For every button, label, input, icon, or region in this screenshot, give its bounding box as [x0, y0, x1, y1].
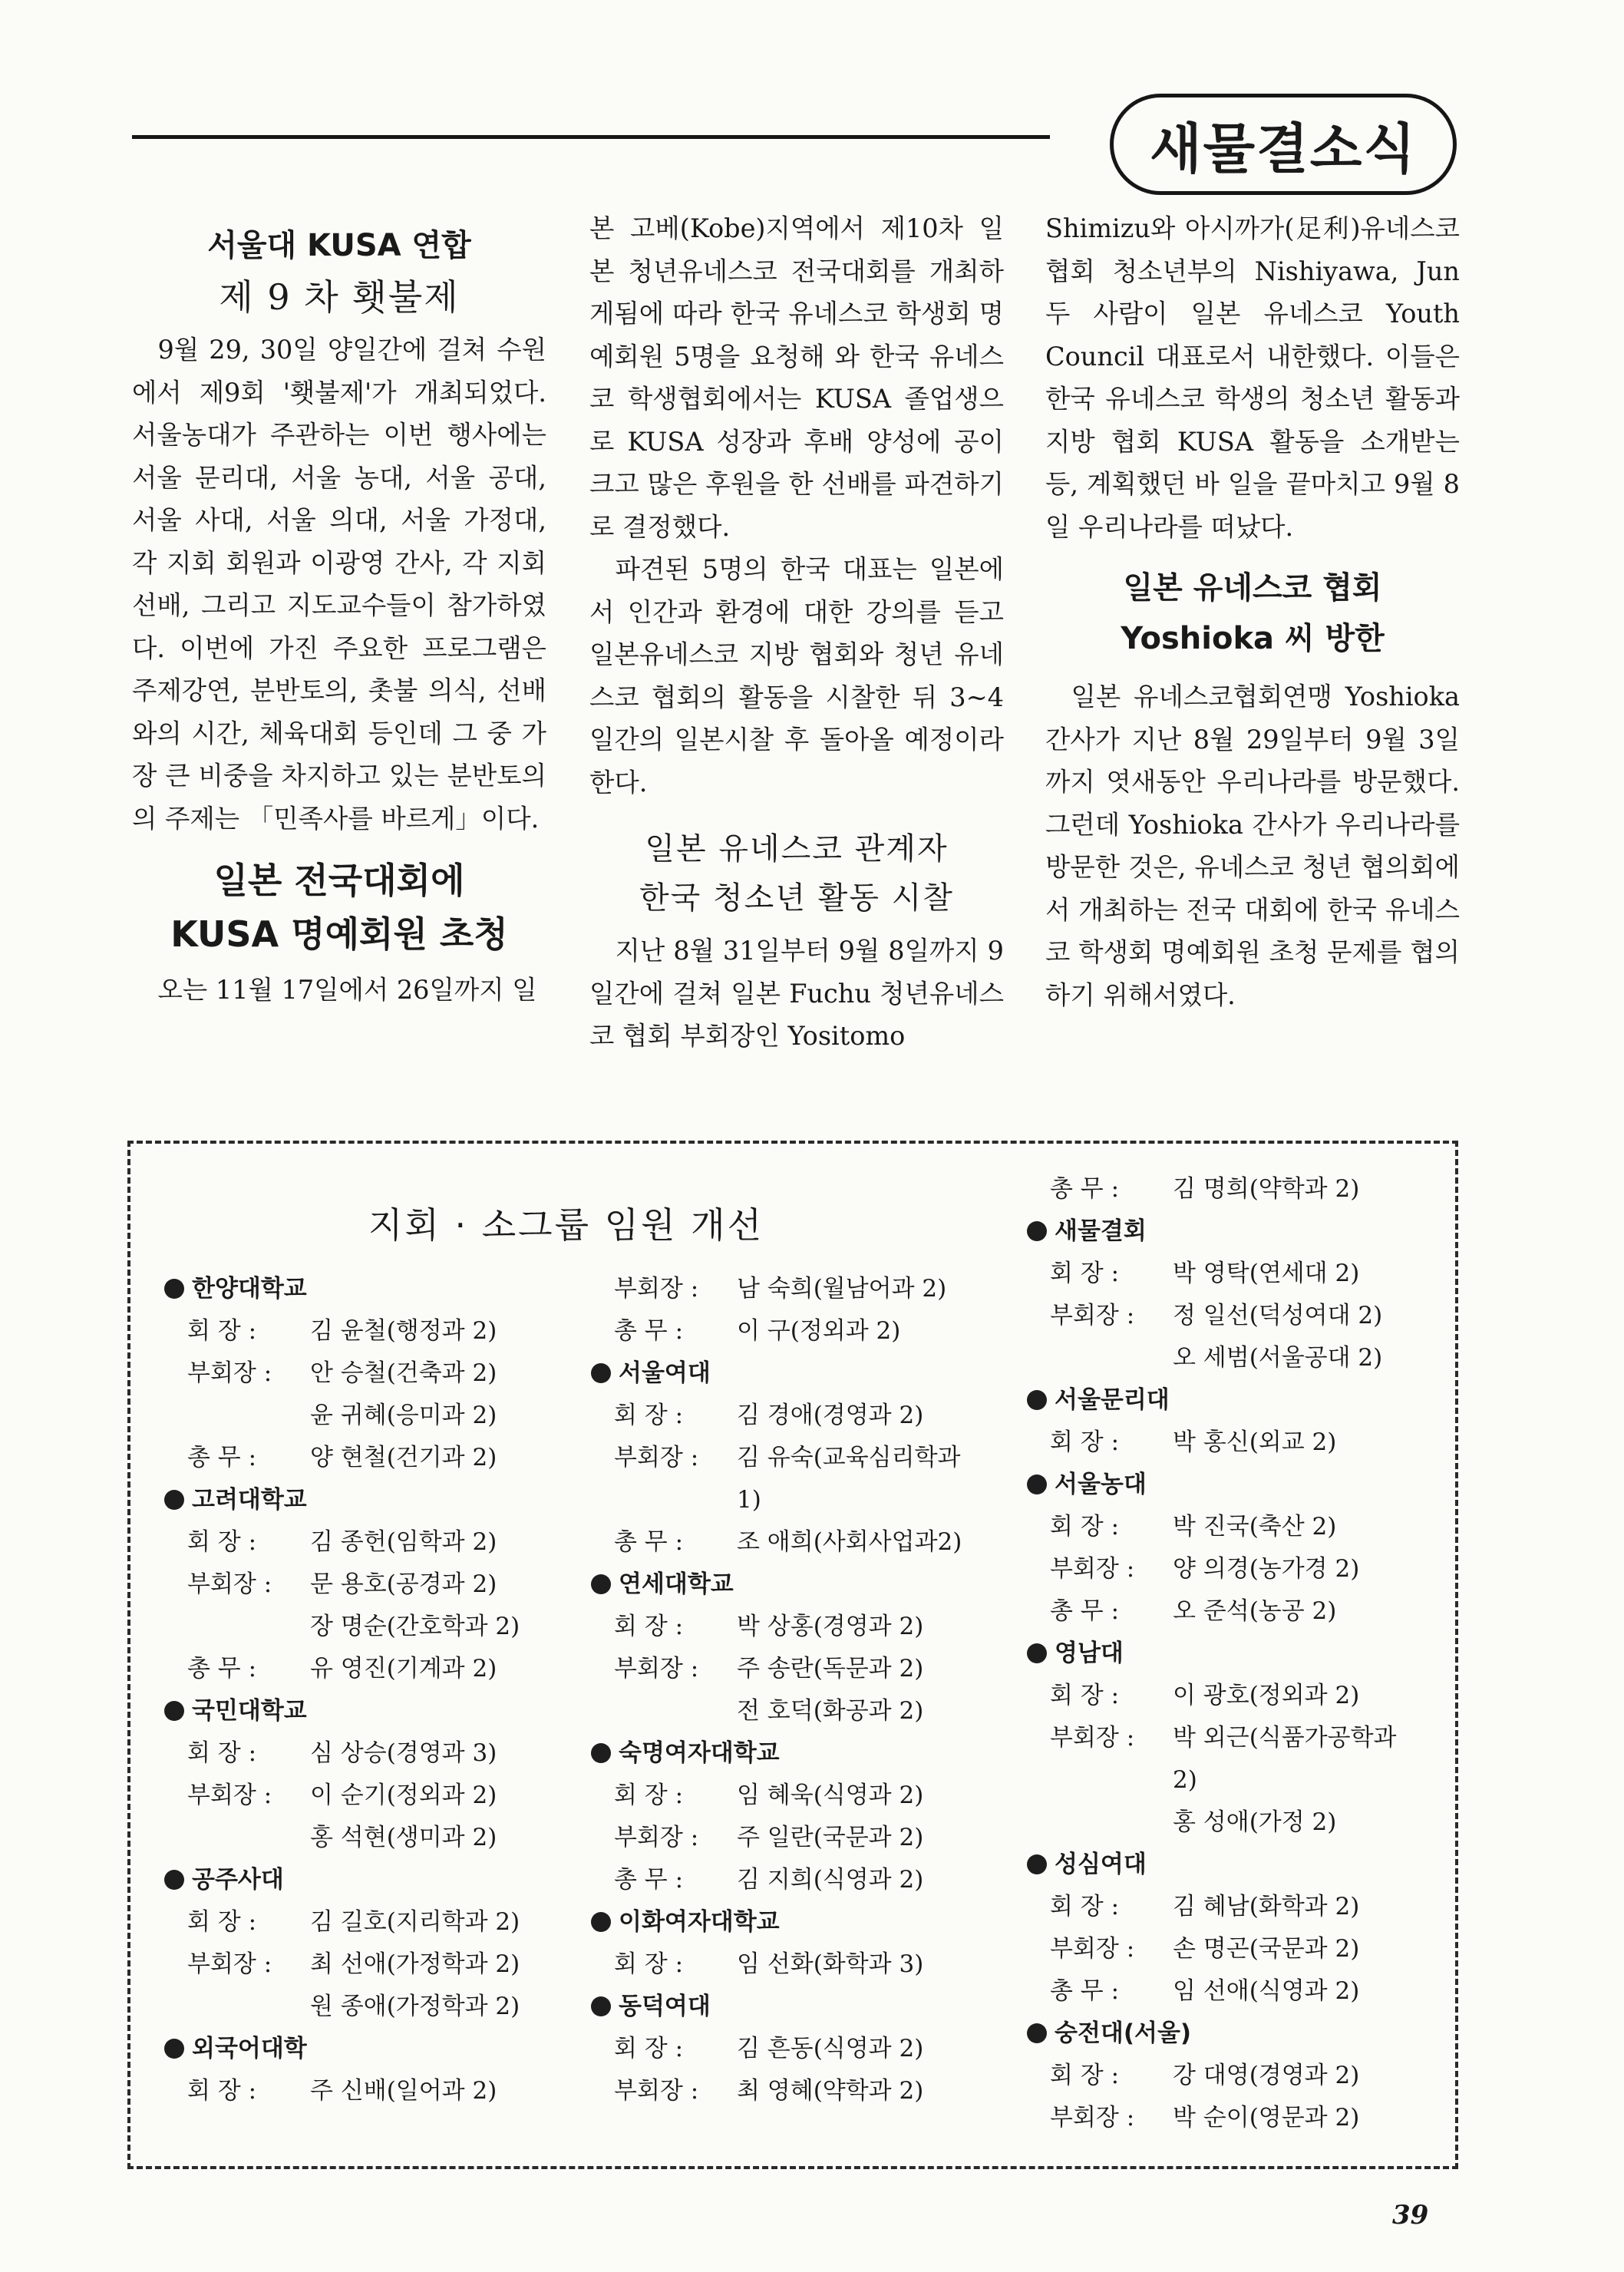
officer-line [164, 1943, 520, 1986]
officer-line [591, 1310, 962, 1352]
officer-line [1027, 1422, 1396, 1464]
officer-line [164, 1648, 520, 1690]
officer-name: 심 상승(경영과 3) [310, 1739, 497, 1767]
school-heading [1027, 1210, 1396, 1253]
header-rule [132, 135, 1050, 139]
headline-2-line-1: 일본 전국대회에 [213, 860, 465, 901]
officer-line: 2) [1173, 1766, 1197, 1794]
article-paragraph: 오는 11월 17일에서 26일까지 일 [157, 975, 537, 1005]
officer-role: 회 장 : [1050, 1513, 1120, 1541]
school-heading [1027, 2013, 1396, 2055]
bullet-icon [591, 1912, 611, 1932]
officer-line: 장 명순(간호학과 2) [310, 1613, 520, 1640]
officer-name: 주 일란(국문과 2) [737, 1824, 924, 1851]
officer-role: 회 장 : [614, 1613, 684, 1640]
officer-name: 임 선화(화학과 3) [737, 1950, 924, 1978]
article-paragraph: 파견된 5명의 한국 대표는 일본에서 인간과 환경에 대한 강의를 듣고 일본유네스코 지방 협회와 청년 유네스코 협회의 활동을 시찰한 뒤 3~4일간의 일본시찰 후 돌아올 예정이라 한다. [589, 554, 1004, 798]
school-name: 한양대학교 [192, 1275, 307, 1303]
bullet-icon [164, 1701, 184, 1721]
officer-role: 부회장 : [187, 1782, 272, 1809]
officer-line [1027, 1717, 1396, 1759]
officer-name: 조 애희(사회사업과2) [737, 1528, 962, 1556]
officer-role: 부회장 : [187, 1359, 272, 1387]
school-heading [164, 1268, 520, 1310]
officer-line [1027, 1928, 1396, 1970]
school-name: 서울문리대 [1055, 1386, 1170, 1414]
officer-name: 손 명곤(국문과 2) [1173, 1935, 1360, 1963]
officer-name: 김 종헌(임학과 2) [310, 1528, 497, 1556]
bullet-icon [591, 1743, 611, 1763]
officer-name: 강 대영(경영과 2) [1173, 2062, 1360, 2089]
officer-role: 총 무 : [614, 1317, 684, 1345]
officer-role: 총 무 : [1050, 1977, 1120, 2005]
headline-4-line-2: Yoshioka 씨 방한 [1121, 621, 1385, 656]
article-column-3 [1045, 207, 1460, 1016]
officer-line [1027, 2097, 1396, 2139]
bullet-icon [1027, 1474, 1047, 1494]
officer-name: 임 선애(식영과 2) [1173, 1977, 1360, 2005]
officer-role: 회 장 : [1050, 2062, 1120, 2089]
officer-name: 김 흔동(식영과 2) [737, 2035, 924, 2062]
officer-role: 총 무 : [1050, 1597, 1120, 1625]
officer-line [1027, 1506, 1396, 1548]
officer-role: 회 장 : [187, 1908, 257, 1936]
school-name: 고려대학교 [192, 1486, 307, 1514]
officer-name: 문 용호(공경과 2) [310, 1570, 497, 1598]
school-name: 새물결회 [1055, 1217, 1147, 1245]
officer-role: 부회장 : [1050, 1935, 1135, 1963]
bullet-icon [591, 1363, 611, 1383]
officer-name: 이 광호(정외과 2) [1173, 1682, 1360, 1709]
officer-name: 박 영탁(연세대 2) [1173, 1260, 1360, 1287]
officer-name: 주 송란(독문과 2) [737, 1655, 924, 1683]
officers-box-title: 지회 · 소그룹 임원 개선 [368, 1204, 764, 1246]
officer-line [591, 1817, 962, 1859]
officer-name: 김 혜남(화학과 2) [1173, 1893, 1360, 1920]
officer-name: 박 진국(축산 2) [1173, 1513, 1337, 1541]
officer-name: 김 지희(식영과 2) [737, 1866, 924, 1894]
officer-name: 김 길호(지리학과 2) [310, 1908, 520, 1936]
officer-role: 회 장 : [1050, 1893, 1120, 1920]
officer-line [1027, 1295, 1396, 1337]
officer-name: 이 구(정외과 2) [737, 1317, 901, 1345]
officer-line [591, 1648, 962, 1690]
headline-4-line-1: 일본 유네스코 협회 [1123, 570, 1382, 606]
bullet-icon [1027, 2023, 1047, 2043]
officer-role: 회 장 : [1050, 1428, 1120, 1456]
officer-role: 총 무 : [187, 1444, 257, 1471]
officer-line [164, 1352, 520, 1395]
officer-line [1027, 2055, 1396, 2097]
school-heading [591, 1986, 962, 2028]
officers-column-left [164, 1268, 520, 2112]
headline-1-line-2: 제 9 차 횃불제 [219, 276, 460, 318]
school-heading [164, 1479, 520, 1521]
officer-role: 회 장 : [614, 1402, 684, 1429]
bullet-icon [1027, 1390, 1047, 1410]
officer-line [164, 1437, 520, 1479]
school-heading [591, 1732, 962, 1775]
bullet-icon [164, 1279, 184, 1299]
school-name: 공주사대 [192, 1866, 284, 1894]
school-heading [164, 2028, 520, 2070]
officer-line: 오 세범(서울공대 2) [1173, 1344, 1383, 1372]
article-paragraph: Shimizu와 아시까가(足利)유네스코 협회 청소년부의 Nishiyawa, Jun 두 사람이 일본 유네스코 Youth Council 대표로서 내한했다. 이들은 한국 유네스코 학생의 청소년 활동과 지방 협회 KUSA 활동을 소개받는 등, 계획했던 바 일을 끝마치고 9월 8일 우리나라를 떠났다. [1045, 213, 1460, 542]
headline-3-line-2: 한국 청소년 활동 시찰 [639, 880, 954, 916]
officer-line: 윤 귀혜(응미과 2) [310, 1402, 497, 1429]
officer-name: 김 경애(경영과 2) [737, 1402, 924, 1429]
officer-line [1027, 1548, 1396, 1590]
school-name: 영남대 [1055, 1640, 1124, 1667]
officer-role: 회 장 : [187, 1739, 257, 1767]
article-paragraph: 본 고베(Kobe)지역에서 제10차 일본 청년유네스코 전국대회를 개최하게됨에 따라 한국 유네스코 학생회 명예회원 5명을 요청해 와 한국 유네스코 학생협회에서는 KUSA 졸업생으로 KUSA 성장과 후배 양성에 공이 크고 많은 후원을 한 선배를 파견하기로 결정했다. [589, 213, 1004, 542]
officer-role: 회 장 : [187, 1317, 257, 1345]
officer-role: 회 장 : [614, 2035, 684, 2062]
bullet-icon [164, 1870, 184, 1890]
officer-name: 유 영진(기계과 2) [310, 1655, 497, 1683]
officer-line [591, 1606, 962, 1648]
officer-line [591, 1437, 962, 1479]
officer-role: 회 장 : [1050, 1260, 1120, 1287]
officer-line: 1) [737, 1486, 761, 1514]
officer-role: 회 장 : [614, 1950, 684, 1978]
page-number: 39 [1392, 2200, 1429, 2231]
school-heading [164, 1690, 520, 1732]
officer-line: 홍 석현(생미과 2) [310, 1824, 497, 1851]
officer-name: 양 의경(농가경 2) [1173, 1555, 1360, 1583]
bullet-icon [591, 1996, 611, 2016]
officer-line [1027, 1590, 1396, 1633]
school-name: 성심여대 [1055, 1851, 1147, 1878]
school-name: 외국어대학 [192, 2035, 307, 2062]
officers-column-right [1027, 1168, 1396, 2139]
bullet-icon [1027, 1221, 1047, 1241]
bullet-icon [1027, 1854, 1047, 1874]
officer-role: 총 무 : [614, 1866, 684, 1894]
officer-role: 부회장 : [614, 1444, 699, 1471]
officer-role: 부회장 : [614, 1655, 699, 1683]
officer-role: 부회장 : [187, 1570, 272, 1598]
officer-line [1027, 1253, 1396, 1295]
officer-name: 오 준석(농공 2) [1173, 1597, 1337, 1625]
officer-role: 총 무 : [1050, 1175, 1120, 1203]
officer-name: 박 상홍(경영과 2) [737, 1613, 924, 1640]
officer-role: 부회장 : [1050, 1555, 1135, 1583]
article-column-2 [589, 207, 1004, 1058]
officer-role: 부회장 : [187, 1950, 272, 1978]
officer-line [591, 1943, 962, 1986]
officer-name: 박 외근(식품가공학과 [1173, 1724, 1397, 1752]
bullet-icon [164, 2039, 184, 2059]
officer-line [164, 1775, 520, 1817]
officer-role: 부회장 : [614, 1275, 699, 1303]
school-heading [591, 1901, 962, 1943]
officer-line [591, 2070, 962, 2112]
school-name: 연세대학교 [619, 1570, 734, 1598]
officer-line [1027, 1886, 1396, 1928]
school-name: 숙명여자대학교 [619, 1739, 780, 1767]
officers-column-middle [591, 1268, 962, 2112]
officer-role: 총 무 : [614, 1528, 684, 1556]
school-heading [164, 1859, 520, 1901]
officer-name: 남 숙희(월남어과 2) [737, 1275, 947, 1303]
officer-line [591, 1395, 962, 1437]
school-heading [1027, 1844, 1396, 1886]
officer-line [591, 1521, 962, 1564]
officer-role: 회 장 : [187, 2077, 257, 2105]
officer-name: 임 혜욱(식영과 2) [737, 1782, 924, 1809]
school-heading [591, 1352, 962, 1395]
article-paragraph: 지난 8월 31일부터 9월 8일까지 9일간에 걸쳐 일본 Fuchu 청년유네스코 협회 부회장인 Yositomo [589, 936, 1004, 1051]
school-name: 이화여자대학교 [619, 1908, 780, 1936]
officer-name: 박 순이(영문과 2) [1173, 2104, 1360, 2132]
officer-role: 부회장 : [1050, 2104, 1135, 2132]
bullet-icon [164, 1490, 184, 1510]
article-paragraph: 일본 유네스코협회연맹 Yoshioka 간사가 지난 8월 29일부터 9월 3일까지 엿새동안 우리나라를 방문했다. 그런데 Yoshioka 간사가 우리나라를 방문한 것은, 유네스코 청년 협의회에서 개최하는 전국 대회에 한국 유네스코 학생회 명예회원 초청 문제를 협의하기 위해서였다. [1045, 682, 1460, 1010]
officer-line: 전 호덕(화공과 2) [737, 1697, 924, 1725]
bullet-icon [1027, 1643, 1047, 1663]
officer-line [164, 1521, 520, 1564]
officer-line [1027, 1168, 1396, 1210]
officer-line [164, 1310, 520, 1352]
officer-name: 최 선애(가정학과 2) [310, 1950, 520, 1978]
headline-2-line-2: KUSA 명예회원 초청 [170, 913, 508, 955]
school-name: 서울여대 [619, 1359, 711, 1387]
officer-role: 부회장 : [614, 1824, 699, 1851]
school-name: 국민대학교 [192, 1697, 307, 1725]
school-heading [591, 1564, 962, 1606]
officer-role: 부회장 : [1050, 1302, 1135, 1329]
officer-line: 홍 성애(가정 2) [1173, 1808, 1337, 1836]
officer-name: 정 일선(덕성여대 2) [1173, 1302, 1383, 1329]
officer-line [164, 1732, 520, 1775]
officer-role: 부회장 : [1050, 1724, 1135, 1752]
officer-role: 회 장 : [614, 1782, 684, 1809]
school-name: 서울농대 [1055, 1471, 1147, 1498]
officer-role: 총 무 : [187, 1655, 257, 1683]
school-heading [1027, 1379, 1396, 1422]
officer-role: 부회장 : [614, 2077, 699, 2105]
officer-line [591, 2028, 962, 2070]
officer-role: 회 장 : [1050, 1682, 1120, 1709]
officer-line [1027, 1970, 1396, 2013]
officer-line [591, 1775, 962, 1817]
officer-role: 회 장 : [187, 1528, 257, 1556]
officer-name: 안 승철(건축과 2) [310, 1359, 497, 1387]
headline-3-line-1: 일본 유네스코 관계자 [645, 831, 949, 867]
officer-line [164, 2070, 520, 2112]
article-column-1 [132, 207, 546, 1012]
officer-name: 주 신배(일어과 2) [310, 2077, 497, 2105]
officer-name: 최 영혜(약학과 2) [737, 2077, 924, 2105]
officer-name: 김 윤철(행정과 2) [310, 1317, 497, 1345]
school-heading [1027, 1633, 1396, 1675]
officer-line [1027, 1675, 1396, 1717]
officer-line: 원 종애(가정학과 2) [310, 1993, 520, 2020]
officer-name: 양 현철(건기과 2) [310, 1444, 497, 1471]
headline-1-line-1: 서울대 KUSA 연합 [207, 228, 471, 263]
article-paragraph: 9월 29, 30일 양일간에 걸쳐 수원에서 제9회 '횃불제'가 개최되었다. 서울농대가 주관하는 이번 행사에는 서울 문리대, 서울 농대, 서울 공대, 서울 사대, 서울 의대, 서울 가정대, 각 지회 회원과 이광영 간사, 각 지회 선배, 그리고 지도교수들이 참가하였다. 이번에 가진 주요한 프로그램은 주제강연, 분반토의, 촛불 의식, 선배와의 시간, 체육대회 등인데 그 중 가장 큰 비중을 차지하고 있는 분반토의의 주제는 「민족사를 바르게」이다. [132, 335, 546, 834]
officer-name: 김 명희(약학과 2) [1173, 1175, 1360, 1203]
school-heading [1027, 1464, 1396, 1506]
officer-line [591, 1268, 962, 1310]
officer-name: 김 유숙(교육심리학과 [737, 1444, 961, 1471]
officer-name: 이 순기(정외과 2) [310, 1782, 497, 1809]
bullet-icon [591, 1574, 611, 1594]
officer-line [591, 1859, 962, 1901]
section-badge: 새물결소식 [1110, 94, 1457, 195]
officer-line [164, 1901, 520, 1943]
school-name: 동덕여대 [619, 1993, 711, 2020]
officer-line [164, 1564, 520, 1606]
school-name: 숭전대(서울) [1055, 2019, 1192, 2047]
officer-name: 박 홍신(외교 2) [1173, 1428, 1337, 1456]
